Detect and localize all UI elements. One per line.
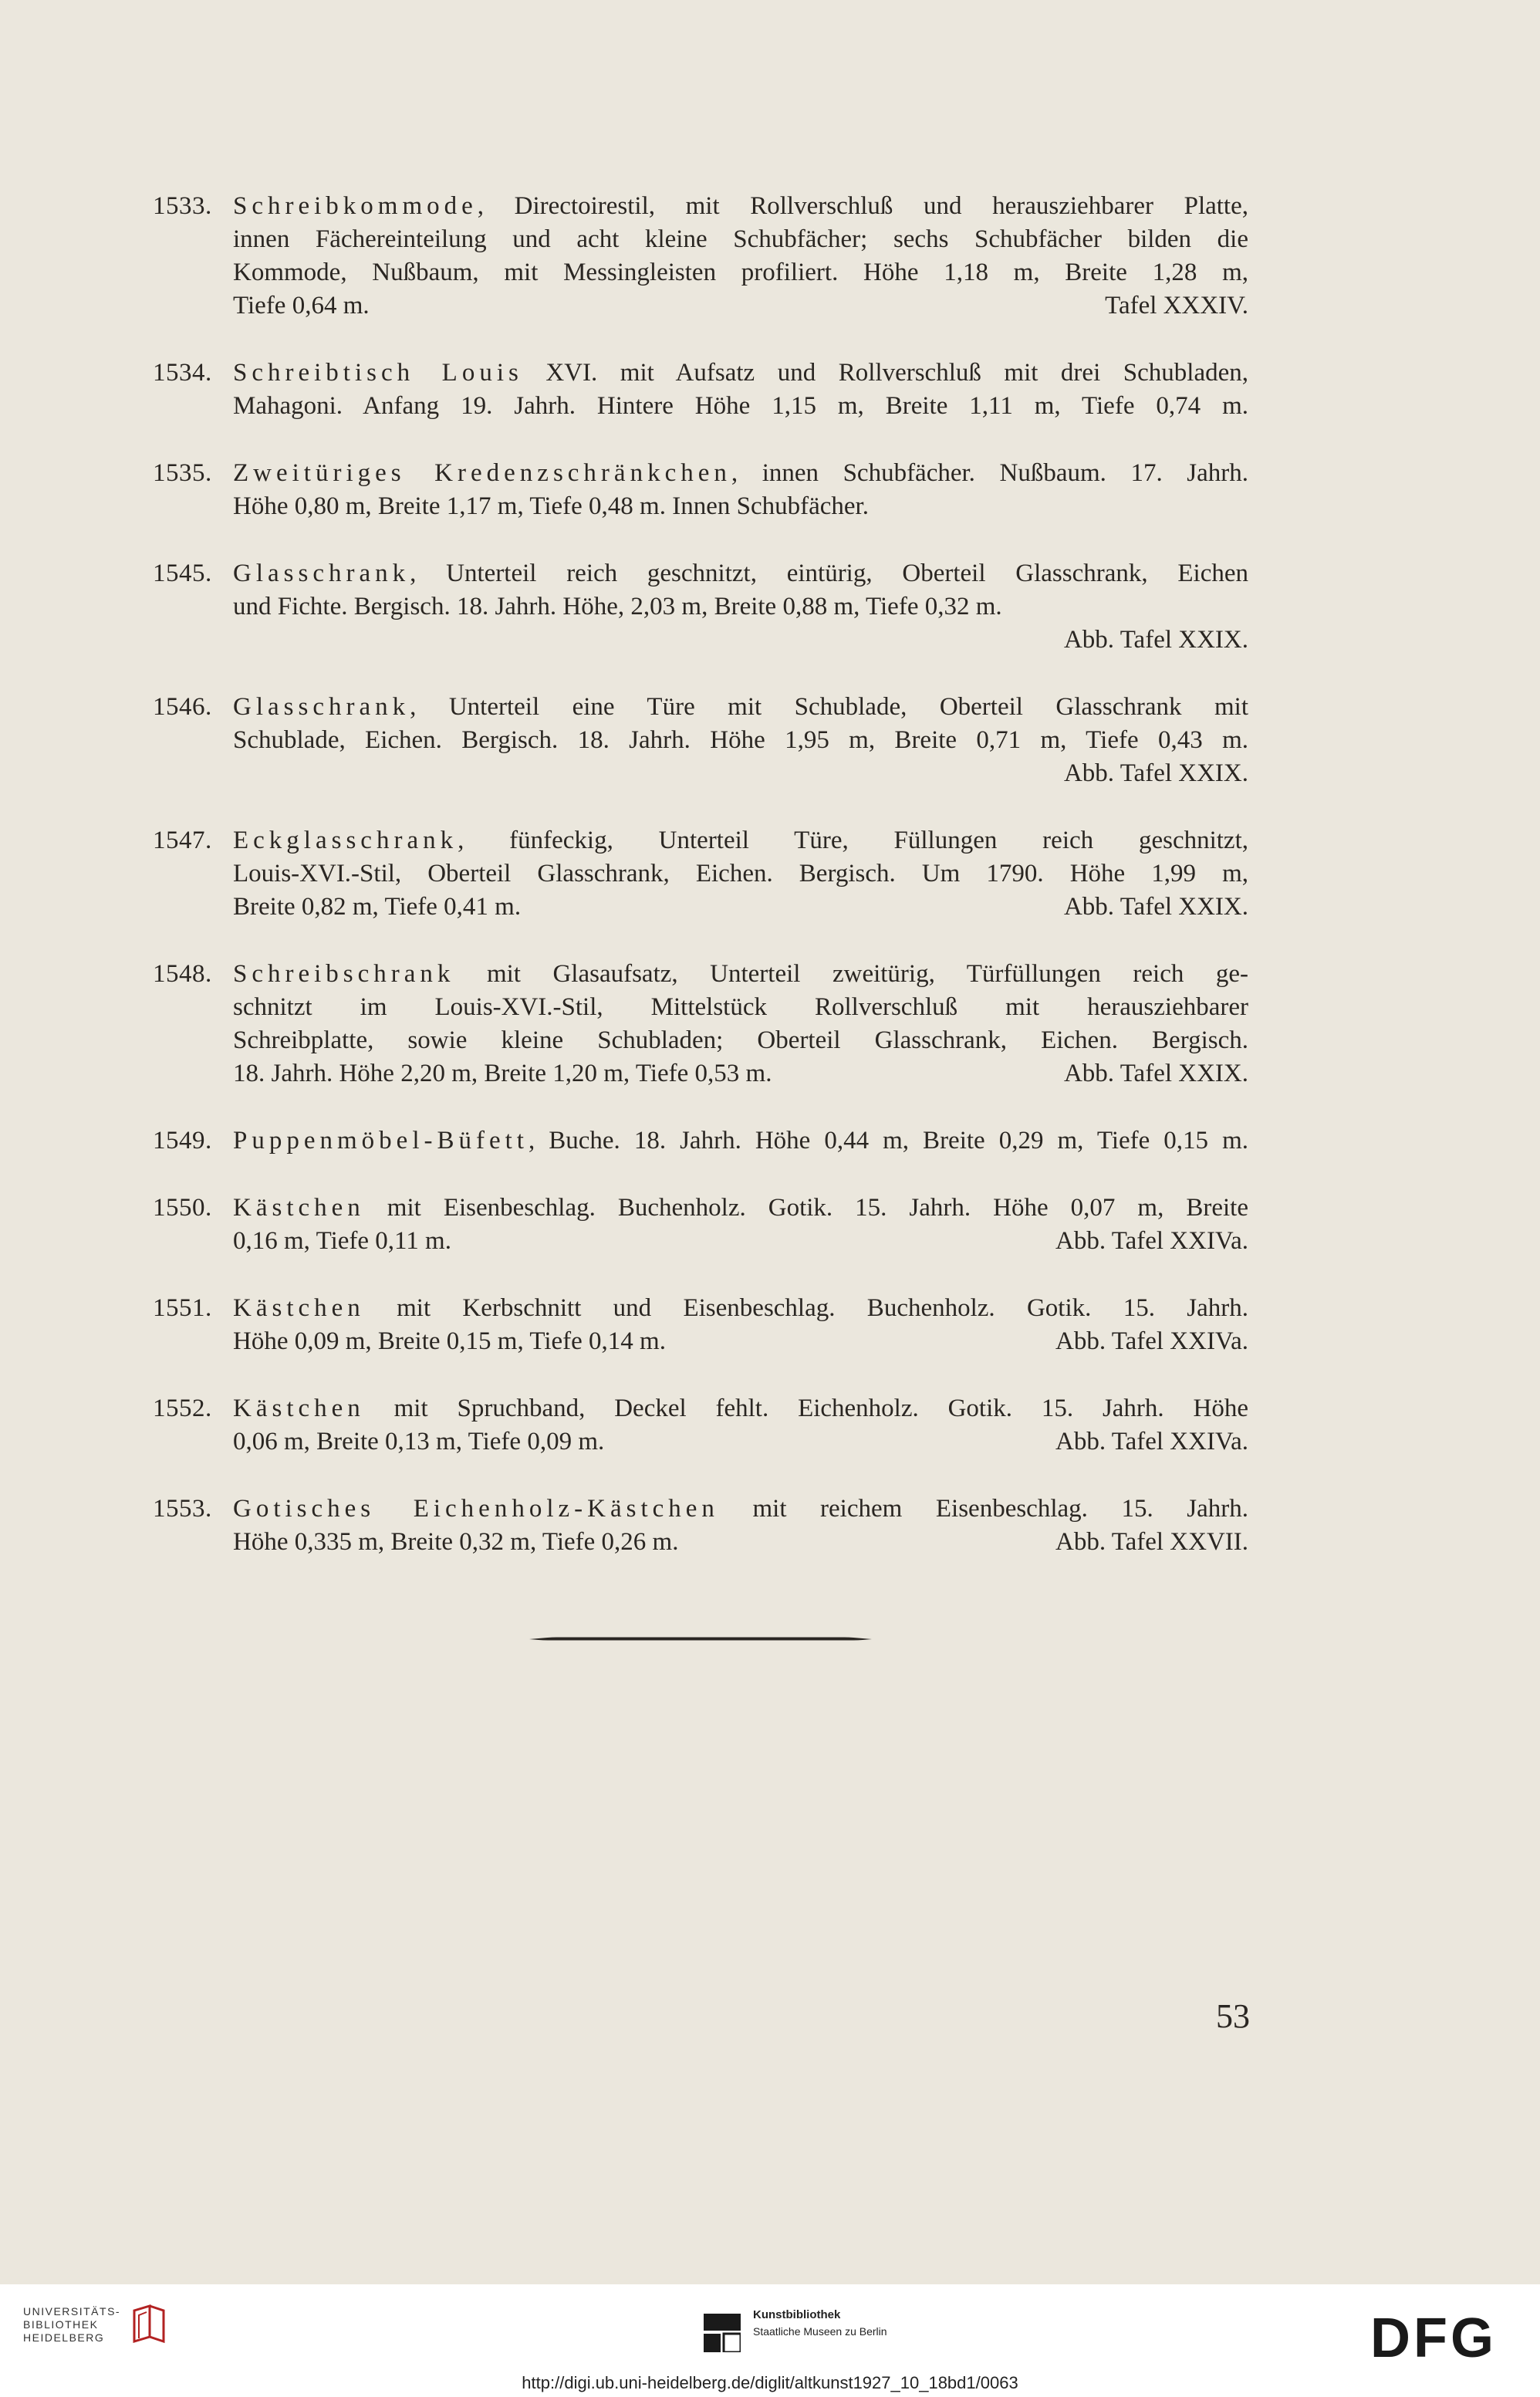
line-text: Höhe 0,80 m, Breite 1,17 m, Tiefe 0,48 m. Innen Schubfächer.	[233, 492, 869, 520]
entry-text	[233, 190, 1248, 323]
dimensions-text: 18. Jahrh. Höhe 2,20 m, Breite 1,20 m, Tiefe 0,53 m.	[233, 1060, 772, 1087]
kunstbibliothek-emblem-icon	[704, 2314, 741, 2352]
plate-reference: Abb. Tafel XXIX.	[1063, 1060, 1248, 1087]
dimensions-text: 0,16 m, Tiefe 0,11 m.	[233, 1227, 451, 1255]
entry-final-line	[233, 1057, 1248, 1090]
entry-text	[233, 1493, 1248, 1559]
entry-number: 1550.	[153, 1194, 212, 1222]
closing-rule	[529, 1637, 872, 1641]
catalogue-entry	[153, 1192, 1248, 1258]
ub-logo-text: UNIVERSITÄTS- BIBLIOTHEK HEIDELBERG	[23, 2304, 121, 2344]
entry-number: 1534.	[153, 359, 212, 387]
plate-reference: Abb. Tafel XXIVa.	[1055, 1428, 1248, 1455]
plate-reference: Abb. Tafel XXIX.	[1063, 626, 1248, 654]
entry-line	[233, 590, 1248, 624]
entry-text	[233, 1392, 1248, 1459]
digitization-footer	[0, 2284, 1540, 2397]
catalogue-entries	[153, 190, 1248, 1593]
entry-text	[233, 1292, 1248, 1358]
line-text: , Unterteil eine Türe mit Schublade, Oberteil Glasschrank mit	[410, 693, 1248, 721]
dimensions-text: Höhe 0,09 m, Breite 0,15 m, Tiefe 0,14 m.	[233, 1327, 666, 1355]
catalogue-entry	[153, 457, 1248, 523]
object-name: Schreibtisch Louis	[233, 359, 523, 387]
catalogue-entry	[153, 357, 1248, 423]
object-name: Eckglasschrank	[233, 827, 458, 854]
entry-final-line	[233, 1325, 1248, 1358]
entry-number: 1547.	[153, 827, 212, 854]
kunstbibliothek-text: Kunstbibliothek Staatliche Museen zu Berlin	[753, 2308, 887, 2338]
line-text: , innen Schubfächer. Nußbaum. 17. Jahrh.	[731, 459, 1248, 487]
entry-line	[233, 691, 1248, 724]
entry-number: 1545.	[153, 560, 212, 587]
entry-final-line	[233, 289, 1248, 323]
entry-final-line	[233, 1225, 1248, 1258]
object-name: Kästchen	[233, 1395, 365, 1422]
entry-line	[233, 557, 1248, 590]
line-text: und Fichte. Bergisch. 18. Jahrh. Höhe, 2,03 m, Breite 0,88 m, Tiefe 0,32 m.	[233, 593, 1002, 620]
entry-text	[233, 958, 1248, 1090]
entry-text	[233, 1124, 1248, 1158]
catalogue-entry	[153, 824, 1248, 924]
object-name: Kästchen	[233, 1194, 365, 1222]
entry-number: 1553.	[153, 1495, 212, 1523]
dimensions-text: Höhe 0,335 m, Breite 0,32 m, Tiefe 0,26 m.	[233, 1528, 679, 1556]
object-name: Puppenmöbel-Büfett	[233, 1127, 529, 1155]
catalogue-entry	[153, 958, 1248, 1090]
line-text: mit Kerbschnitt und Eisenbeschlag. Buchenholz. Gotik. 15. Jahrh.	[364, 1294, 1248, 1322]
object-name: Kästchen	[233, 1294, 365, 1322]
entry-line	[233, 190, 1248, 223]
entry-line	[233, 724, 1248, 757]
entry-number: 1552.	[153, 1395, 212, 1422]
entry-number: 1535.	[153, 459, 212, 487]
dimensions-text: 0,06 m, Breite 0,13 m, Tiefe 0,09 m.	[233, 1428, 605, 1455]
object-name: Glasschrank	[233, 560, 410, 587]
page-number: 53	[1216, 1997, 1250, 2035]
entry-line	[233, 490, 1248, 523]
entry-final-line	[233, 1425, 1248, 1459]
entry-line	[233, 1493, 1248, 1526]
entry-number: 1549.	[153, 1127, 212, 1155]
line-text: , Buche. 18. Jahrh. Höhe 0,44 m, Breite 0,29 m, Tiefe 0,15 m.	[528, 1127, 1248, 1155]
catalogue-entry	[153, 1124, 1248, 1158]
line-text: Kommode, Nußbaum, mit Messingleisten profiliert. Höhe 1,18 m, Breite 1,28 m,	[233, 259, 1248, 286]
line-text: schnitzt im Louis-XVI.-Stil, Mittelstück Rollverschluß mit herausziehbarer	[233, 993, 1248, 1021]
object-name: Schreibschrank	[233, 960, 455, 988]
object-name: Gotisches Eichenholz-Kästchen	[233, 1495, 719, 1523]
entry-number: 1551.	[153, 1294, 212, 1322]
dimensions-text: Breite 0,82 m, Tiefe 0,41 m.	[233, 893, 522, 921]
plate-reference: Abb. Tafel XXVII.	[1055, 1528, 1248, 1556]
entry-text	[233, 557, 1248, 657]
permalink-url[interactable]: http://digi.ub.uni-heidelberg.de/diglit/altkunst1927_10_18bd1/0063	[522, 2373, 1018, 2392]
entry-text	[233, 824, 1248, 924]
line-text: Louis-XVI.-Stil, Oberteil Glasschrank, Eichen. Bergisch. Um 1790. Höhe 1,99 m,	[233, 860, 1248, 887]
entry-text	[233, 691, 1248, 790]
kunstbibliothek-logo[interactable]	[704, 2307, 887, 2352]
ub-heidelberg-logo[interactable]	[23, 2303, 171, 2346]
line-text: , Directoirestil, mit Rollverschluß und herausziehbarer Platte,	[477, 192, 1248, 220]
line-text: mit Eisenbeschlag. Buchenholz. Gotik. 15. Jahrh. Höhe 0,07 m, Breite	[364, 1194, 1248, 1222]
entry-line	[233, 457, 1248, 490]
entry-line	[233, 390, 1248, 423]
catalogue-entry	[153, 1292, 1248, 1358]
entry-line	[233, 824, 1248, 857]
entry-line	[233, 1392, 1248, 1425]
plate-reference: Abb. Tafel XXIVa.	[1055, 1227, 1248, 1255]
entry-final-line	[233, 1526, 1248, 1559]
line-text: , fünfeckig, Unterteil Türe, Füllungen reich geschnitzt,	[458, 827, 1248, 854]
catalogue-entry	[153, 691, 1248, 790]
object-name: Zweitüriges Kredenzschränkchen	[233, 459, 731, 487]
entry-text	[233, 357, 1248, 423]
entry-line	[233, 857, 1248, 891]
entry-text	[233, 457, 1248, 523]
line-text: , Unterteil reich geschnitzt, eintürig, Oberteil Glasschrank, Eichen	[410, 560, 1248, 587]
plate-reference: Abb. Tafel XXIVa.	[1055, 1327, 1248, 1355]
line-text: mit Spruchband, Deckel fehlt. Eichenholz. Gotik. 15. Jahrh. Höhe	[364, 1395, 1248, 1422]
line-text: Mahagoni. Anfang 19. Jahrh. Hintere Höhe 1,15 m, Breite 1,11 m, Tiefe 0,74 m.	[233, 392, 1248, 420]
entry-line	[233, 958, 1248, 991]
entry-line	[233, 1124, 1248, 1158]
entry-number: 1546.	[153, 693, 212, 721]
entry-line	[233, 256, 1248, 289]
dimensions-text: Tiefe 0,64 m.	[233, 292, 370, 319]
entry-number: 1548.	[153, 960, 212, 988]
entry-text	[233, 1192, 1248, 1258]
catalogue-entry	[153, 190, 1248, 323]
entry-number: 1533.	[153, 192, 212, 220]
catalogue-entry	[153, 557, 1248, 657]
line-text: innen Fächereinteilung und acht kleine Schubfächer; sechs Schubfächer bilden die	[233, 225, 1248, 253]
line-text: Schublade, Eichen. Bergisch. 18. Jahrh. Höhe 1,95 m, Breite 0,71 m, Tiefe 0,43 m.	[233, 726, 1248, 754]
plate-reference: Abb. Tafel XXIX.	[1063, 759, 1248, 787]
object-name: Glasschrank	[233, 693, 410, 721]
catalogue-entry	[153, 1493, 1248, 1559]
entry-line	[233, 223, 1248, 256]
line-text: mit Glasaufsatz, Unterteil zweitürig, Türfüllungen reich ge-	[454, 960, 1248, 988]
ub-book-icon	[127, 2303, 171, 2346]
object-name: Schreibkommode	[233, 192, 478, 220]
entry-line	[233, 1192, 1248, 1225]
line-text: XVI. mit Aufsatz und Rollverschluß mit drei Schubladen,	[522, 359, 1248, 387]
line-text: mit reichem Eisenbeschlag. 15. Jahrh.	[718, 1495, 1248, 1523]
dfg-logo[interactable]: DFG	[1370, 2307, 1497, 2369]
line-text: Schreibplatte, sowie kleine Schubladen; Oberteil Glasschrank, Eichen. Bergisch.	[233, 1026, 1248, 1054]
entry-line	[233, 991, 1248, 1024]
entry-line	[233, 1292, 1248, 1325]
plate-reference: Tafel XXXIV.	[1105, 292, 1248, 319]
plate-reference: Abb. Tafel XXIX.	[1063, 893, 1248, 921]
entry-line	[233, 357, 1248, 390]
entry-final-line	[233, 891, 1248, 924]
entry-line	[233, 1024, 1248, 1057]
catalogue-entry	[153, 1392, 1248, 1459]
